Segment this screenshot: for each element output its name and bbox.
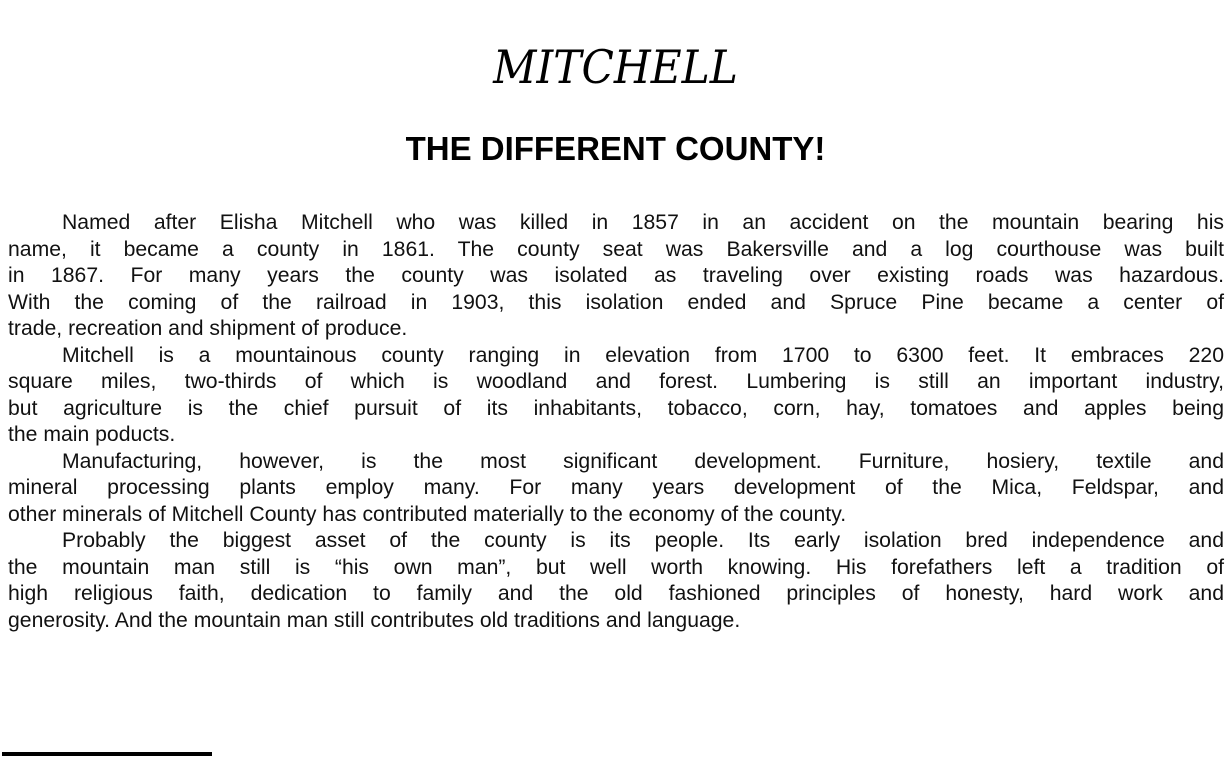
text-line: the mountain man still is “his own man”, but well worth knowing. His forefathers left a tradition of <box>8 555 1224 579</box>
document-subtitle: THE DIFFERENT COUNTY! <box>405 130 826 167</box>
text-line: With the coming of the railroad in 1903, this isolation ended and Spruce Pine became a center of <box>8 290 1224 314</box>
text-line: Mitchell is a mountainous county ranging in elevation from 1700 to 6300 feet. It embraces 220 <box>62 343 1224 367</box>
text-line: square miles, two-thirds of which is woodland and forest. Lumbering is still an important industry, <box>8 370 1224 393</box>
text-line: high religious faith, dedication to family and the old fashioned principles of honesty, hard work and <box>8 582 1224 605</box>
text-line: name, it became a county in 1861. The county seat was Bakersville and a log courthouse was built <box>8 237 1224 261</box>
text-line: other minerals of Mitchell County has contributed materially to the economy of the county. <box>8 502 847 526</box>
text-line: mineral processing plants employ many. For many years development of the Mica, Feldspar, and <box>8 476 1224 499</box>
text-line: Named after Elisha Mitchell who was killed in 1857 in an accident on the mountain bearing his <box>62 211 1224 234</box>
text-line: generosity. And the mountain man still contributes old traditions and language. <box>8 608 741 632</box>
document-title: MITCHELL <box>493 40 738 94</box>
text-line: Probably the biggest asset of the county is its people. Its early isolation bred independence and <box>62 529 1224 552</box>
text-line: Manufacturing, however, is the most significant development. Furniture, hosiery, textile and <box>62 449 1224 473</box>
document-body <box>8 210 1224 634</box>
text-line: but agriculture is the chief pursuit of its inhabitants, tobacco, corn, hay, tomatoes and apples being <box>8 396 1224 420</box>
text-line: in 1867. For many years the county was isolated as traveling over existing roads was hazardous. <box>8 264 1224 287</box>
text-line: the main poducts. <box>8 423 176 446</box>
paragraph-3 <box>8 449 1224 529</box>
paragraph-2 <box>8 343 1224 449</box>
paragraph-1 <box>8 210 1224 343</box>
text-line: trade, recreation and shipment of produce. <box>8 317 408 340</box>
paragraph-4 <box>8 528 1224 634</box>
bottom-rule <box>2 752 212 756</box>
